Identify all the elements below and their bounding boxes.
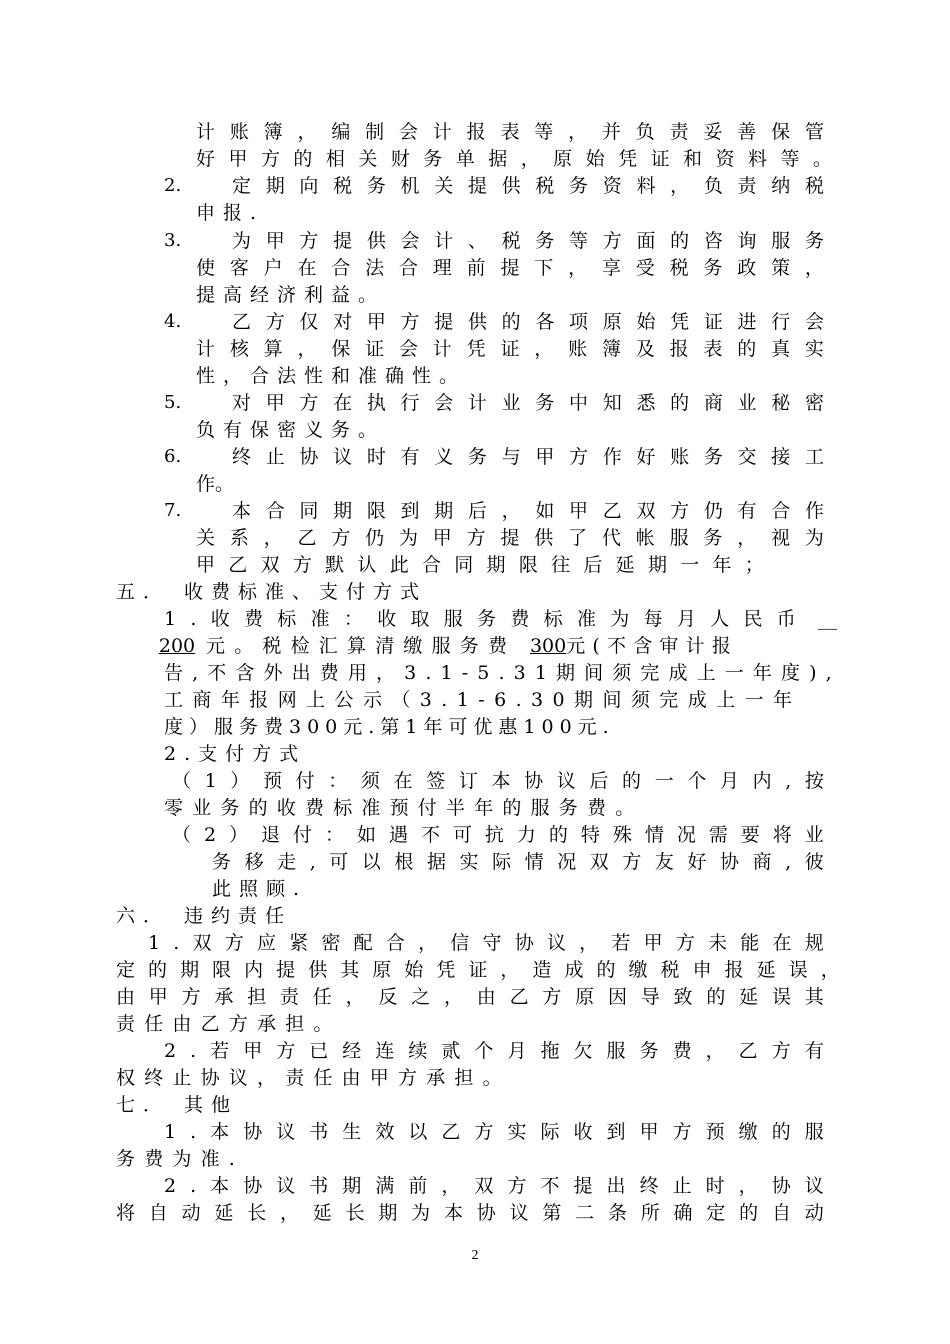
section5-heading: 五． 收费标准、支付方式 xyxy=(116,581,428,603)
prepay-line1: （ 1 ） 预 付 ： 须 在 签 订 本 协 议 后 的 一 个 月 内 , 按 xyxy=(172,770,824,792)
prepay-line2: 零业务的收费标准预付半年的服务费。 xyxy=(164,797,644,819)
item7-line3: 甲 乙 双 方 默 认 此 合 同 期 限 往 后 延 期 一 年 ； xyxy=(196,554,764,576)
item2-line1: 定 期 向 税 务 机 关 提 供 税 务 资 料 ， 负 责 纳 税 xyxy=(232,175,824,197)
breach-p2-line2: 权终止协议，责任由甲方承担。 xyxy=(116,1067,511,1089)
item6-line2: 作。 xyxy=(196,473,235,495)
refund-line3: 此照顾. xyxy=(212,878,308,900)
other-p1-line1: 1 . 本 协 议 书 生 效 以 乙 方 实 际 收 到 甲 方 预 缴 的 服 xyxy=(164,1121,824,1143)
item4-line1: 乙 方 仅 对 甲 方 提 供 的 各 项 原 始 凭 证 进 行 会 xyxy=(232,311,824,333)
fee-line4: 工 商 年 报 网 上 公 示 （ 3 . 1 - 6 . 3 0 期 间 须 完 成 上 一 年 xyxy=(164,689,792,711)
item2-line2: 申报. xyxy=(196,202,265,224)
item5-line2: 负有保密义务。 xyxy=(196,419,386,441)
section7-heading: 七． 其他 xyxy=(116,1094,239,1116)
fee-line1: 1 . 收 费 标 准 ： 收 取 服 务 费 标 准 为 每 月 人 民 币 xyxy=(164,608,796,630)
item-number: 5. xyxy=(164,392,182,413)
breach-p2-line1: 2 . 若 甲 方 已 经 连 续 贰 个 月 拖 欠 服 务 费 ， 乙 方 有 xyxy=(164,1040,824,1062)
item-number: 6. xyxy=(164,446,182,467)
item-number: 4. xyxy=(164,311,182,332)
item1-line2: 好 甲 方 的 相 关 财 务 单 据 ， 原 始 凭 证 和 资 料 等 。 xyxy=(196,148,832,170)
breach-p1-line4: 责任由乙方承担。 xyxy=(116,1013,342,1035)
other-p2-line1: 2 . 本 协 议 书 期 满 前 ， 双 方 不 提 出 终 止 时 ， 协 议 xyxy=(164,1175,824,1197)
refund-line2: 务 移 走 , 可 以 根 据 实 际 情 况 双 方 友 好 协 商 , 彼 xyxy=(212,851,824,873)
fee-line2-end: 元(不含审计报 xyxy=(566,635,739,657)
item3-line3: 提高经济利益。 xyxy=(196,284,386,306)
section6-heading: 六． 违约责任 xyxy=(116,905,293,927)
refund-line1: （ 2 ） 退 付 ： 如 遇 不 可 抗 力 的 特 殊 情 况 需 要 将 业 xyxy=(172,824,824,846)
breach-p1-line3: 由 甲 方 承 担 责 任 ， 反 之 ， 由 乙 方 原 因 导 致 的 延 误 其 xyxy=(116,986,824,1008)
breach-p1-line2: 定 的 期 限 内 提 供 其 原 始 凭 证 ， 造 成 的 缴 税 申 报 延 误 ， xyxy=(116,959,840,981)
other-p1-line2: 务费为准. xyxy=(116,1148,245,1170)
item-number: 7. xyxy=(164,500,182,521)
item4-line2: 计 核 算 ， 保 证 会 计 凭 证 ， 账 簿 及 报 表 的 真 实 xyxy=(196,338,824,360)
fee-line2-mid: 元。税检汇算清缴服务费 xyxy=(206,635,517,657)
breach-p1-line1: 1 . 双 方 应 紧 密 配 合 ， 信 守 协 议 ， 若 甲 方 未 能 在 规 xyxy=(148,932,824,954)
item7-line2: 关 系 ， 乙 方 仍 为 甲 方 提 供 了 代 帐 服 务 ， 视 为 xyxy=(196,527,824,549)
page-number: 2 xyxy=(471,1248,479,1263)
fee-tax-value: 300 xyxy=(529,635,567,657)
item7-line1: 本 合 同 期 限 到 期 后 ， 如 甲 乙 双 方 仍 有 合 作 xyxy=(232,500,824,522)
payment-heading: 2.支付方式 xyxy=(164,743,307,765)
item1-line1: 计 账 簿 ， 编 制 会 计 报 表 等 ， 并 负 责 妥 善 保 管 xyxy=(196,121,824,143)
item3-line1: 为 甲 方 提 供 会 计 、 税 务 等 方 面 的 咨 询 服 务 xyxy=(232,230,824,252)
fee-line5: 度）服务费300元.第1年可优惠100元. xyxy=(164,716,615,738)
item-number: 3. xyxy=(164,230,182,251)
other-p2-line2: 将 自 动 延 长 ， 延 长 期 为 本 协 议 第 二 条 所 确 定 的 自 动 xyxy=(116,1202,824,1224)
fee-monthly-value: 200 xyxy=(158,635,196,657)
fee-blank: __ xyxy=(818,608,837,630)
fee-line2 xyxy=(148,633,832,659)
item5-line1: 对 甲 方 在 执 行 会 计 业 务 中 知 悉 的 商 业 秘 密 xyxy=(232,392,824,414)
item-number: 2. xyxy=(164,175,182,196)
item3-line2: 使 客 户 在 合 法 合 理 前 提 下 ， 享 受 税 务 政 策 ， xyxy=(196,257,824,279)
item6-line1: 终 止 协 议 时 有 义 务 与 甲 方 作 好 账 务 交 接 工 xyxy=(232,446,824,468)
item4-line3: 性，合法性和准确性。 xyxy=(196,365,467,387)
fee-line3: 告 , 不 含 外 出 费 用 ， 3 . 1 - 5 . 3 1 期 间 须 完 成 上 一 年 度 ) , xyxy=(164,662,832,684)
